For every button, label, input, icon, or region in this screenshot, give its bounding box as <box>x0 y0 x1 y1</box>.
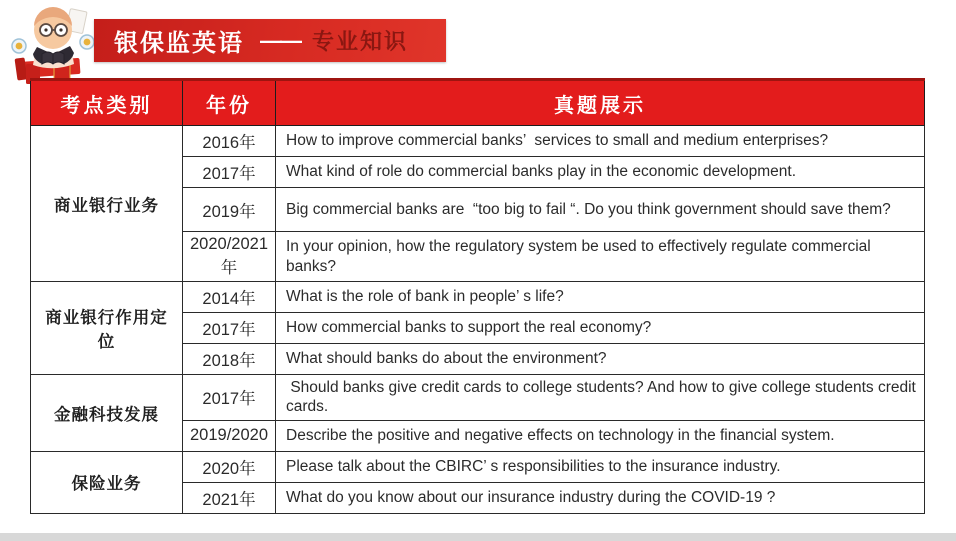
coin-icon <box>12 39 26 53</box>
exam-questions-table <box>30 78 925 514</box>
coin-icon <box>80 35 94 49</box>
category-cell: 保险业务 <box>31 451 183 513</box>
question-cell: How to improve commercial banks’ services to small and medium enterprises? <box>276 126 925 157</box>
question-cell: What should banks do about the environment? <box>276 344 925 375</box>
table-row <box>31 282 925 313</box>
mascot-illustration <box>6 2 104 86</box>
year-cell: 2014年 <box>183 282 276 313</box>
year-cell: 2019/2020 <box>183 420 276 451</box>
mascot-body <box>33 46 74 68</box>
category-cell: 商业银行作用定位 <box>31 282 183 375</box>
year-cell: 2017年 <box>183 313 276 344</box>
table-row <box>31 126 925 157</box>
year-cell: 2019年 <box>183 188 276 232</box>
question-cell: In your opinion, how the regulatory system be used to effectively regulate commercial banks? <box>276 232 925 282</box>
year-cell: 2018年 <box>183 344 276 375</box>
year-cell: 2017年 <box>183 375 276 421</box>
table-header-row <box>31 80 925 126</box>
year-cell: 2021年 <box>183 482 276 513</box>
question-cell: Should banks give credit cards to college students? And how to give college students credit cards. <box>276 375 925 421</box>
year-cell: 2016年 <box>183 126 276 157</box>
category-cell: 商业银行业务 <box>31 126 183 282</box>
question-cell: What kind of role do commercial banks play in the economic development. <box>276 157 925 188</box>
year-cell: 2020年 <box>183 451 276 482</box>
question-cell: Please talk about the CBIRC’ s responsibilities to the insurance industry. <box>276 451 925 482</box>
question-cell: Describe the positive and negative effects on technology in the financial system. <box>276 420 925 451</box>
column-header-year: 年份 <box>183 80 276 126</box>
mascot-head <box>34 7 72 49</box>
page-subtitle: 专业知识 <box>312 29 409 54</box>
year-cell: 2017年 <box>183 157 276 188</box>
question-cell: What is the role of bank in people’ s life? <box>276 282 925 313</box>
column-header-category: 考点类别 <box>31 80 183 126</box>
bottom-edge-strip <box>0 533 956 541</box>
table-row <box>31 451 925 482</box>
title-dash: —— <box>260 27 300 53</box>
question-cell: What do you know about our insurance industry during the COVID-19 ? <box>276 482 925 513</box>
category-cell: 金融科技发展 <box>31 375 183 452</box>
table-row <box>31 375 925 421</box>
title-banner <box>94 19 446 62</box>
question-cell: How commercial banks to support the real economy? <box>276 313 925 344</box>
question-cell: Big commercial banks are “too big to fail “. Do you think government should save them? <box>276 188 925 232</box>
column-header-question: 真题展示 <box>276 80 925 126</box>
page-title: 银保监英语 <box>114 30 244 57</box>
year-cell: 2020/2021年 <box>183 232 276 282</box>
